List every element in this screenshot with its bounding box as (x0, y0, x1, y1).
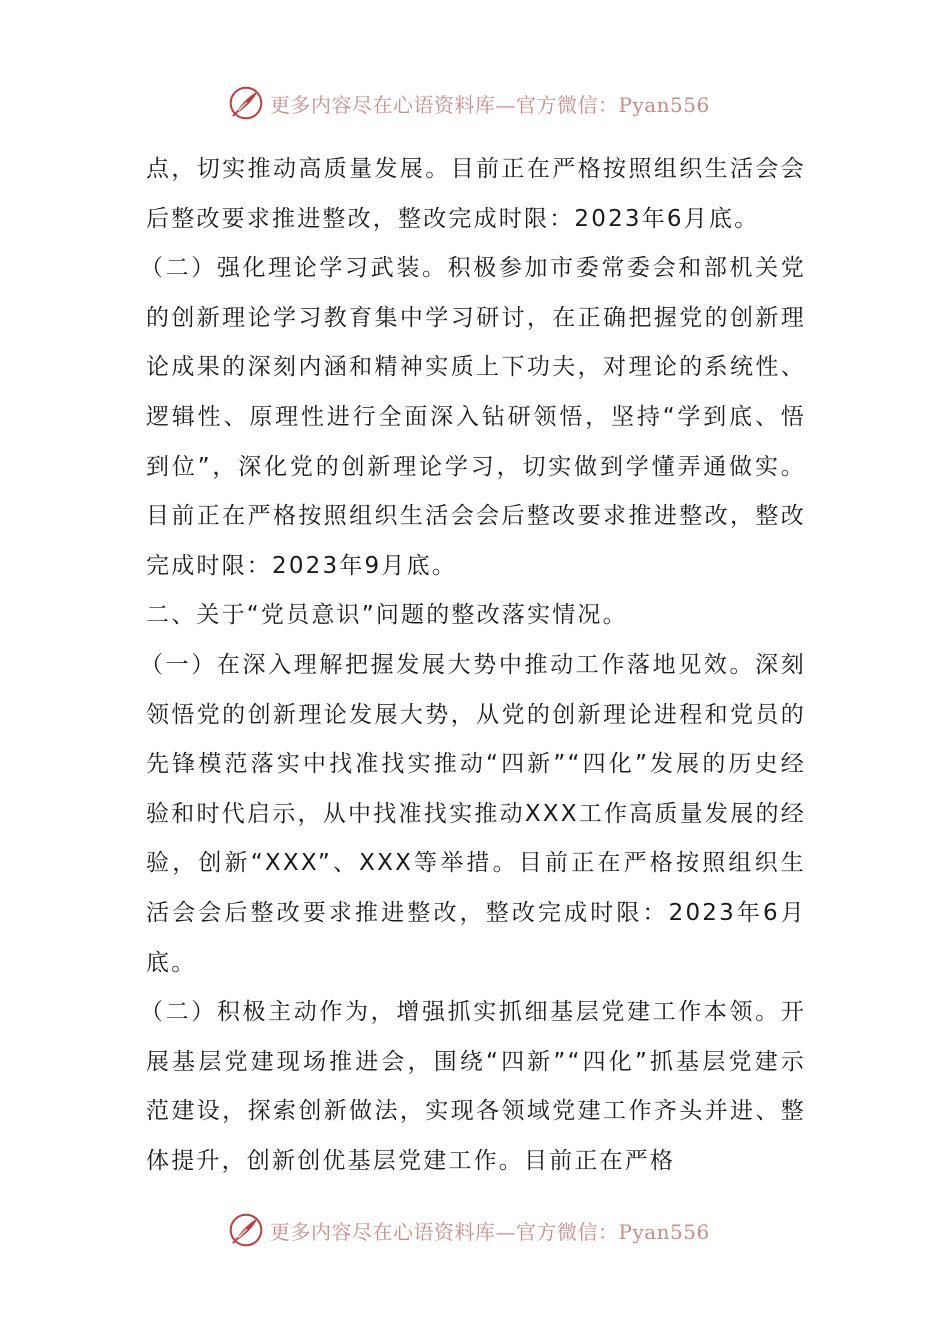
paragraph-1: 点，切实推动高质量发展。目前正在严格按照组织生活会会后整改要求推进整改，整改完成时限：2023年6月底。 (146, 156, 806, 232)
quill-pen-logo-icon (228, 85, 264, 121)
header-banner (228, 81, 710, 125)
footer-banner (228, 1208, 710, 1252)
footer-banner-text: 更多内容尽在心语资料库—官方微信：Pyan556 (270, 1219, 710, 1244)
paragraph-5: （二）积极主动作为，增强抓实抓细基层党建工作本领。开展基层党建现场推进会，围绕“四新”“四化”抓基层党建示范建设，探索创新做法，实现各领域党建工作齐头并进、整体提升，创新创优基层党建工作。目前正在严格 (140, 999, 806, 1174)
paragraph-3-section-heading: 二、关于“党员意识”问题的整改落实情况。 (146, 602, 628, 629)
paragraph-2: （二）强化理论学习武装。积极参加市委常委会和部机关党的创新理论学习教育集中学习研讨，在正确把握党的创新理论成果的深刻内涵和精神实质上下功夫，对理论的系统性、逻辑性、原理性进行全面深入钻研领悟，坚持“学到底、悟到位”，深化党的创新理论学习，切实做到学懂弄通做实。目前正在严格按照组织生活会会后整改要求推进整改，整改完成时限：2023年9月底。 (140, 255, 806, 579)
quill-pen-logo-icon (228, 1212, 264, 1248)
header-banner-text: 更多内容尽在心语资料库—官方微信：Pyan556 (270, 92, 710, 117)
paragraph-4: （一）在深入理解把握发展大势中推动工作落地见效。深刻领悟党的创新理论发展大势，从党的创新理论进程和党员的先锋模范落实中找准找实推动“四新”“四化”发展的历史经验和时代启示，从中找准找实推动XXX工作高质量发展的经验，创新“XXX”、XXX等举措。目前正在严格按照组织生活会会后整改要求推进整改，整改完成时限：2023年6月底。 (140, 651, 806, 976)
document-body (140, 145, 806, 1186)
